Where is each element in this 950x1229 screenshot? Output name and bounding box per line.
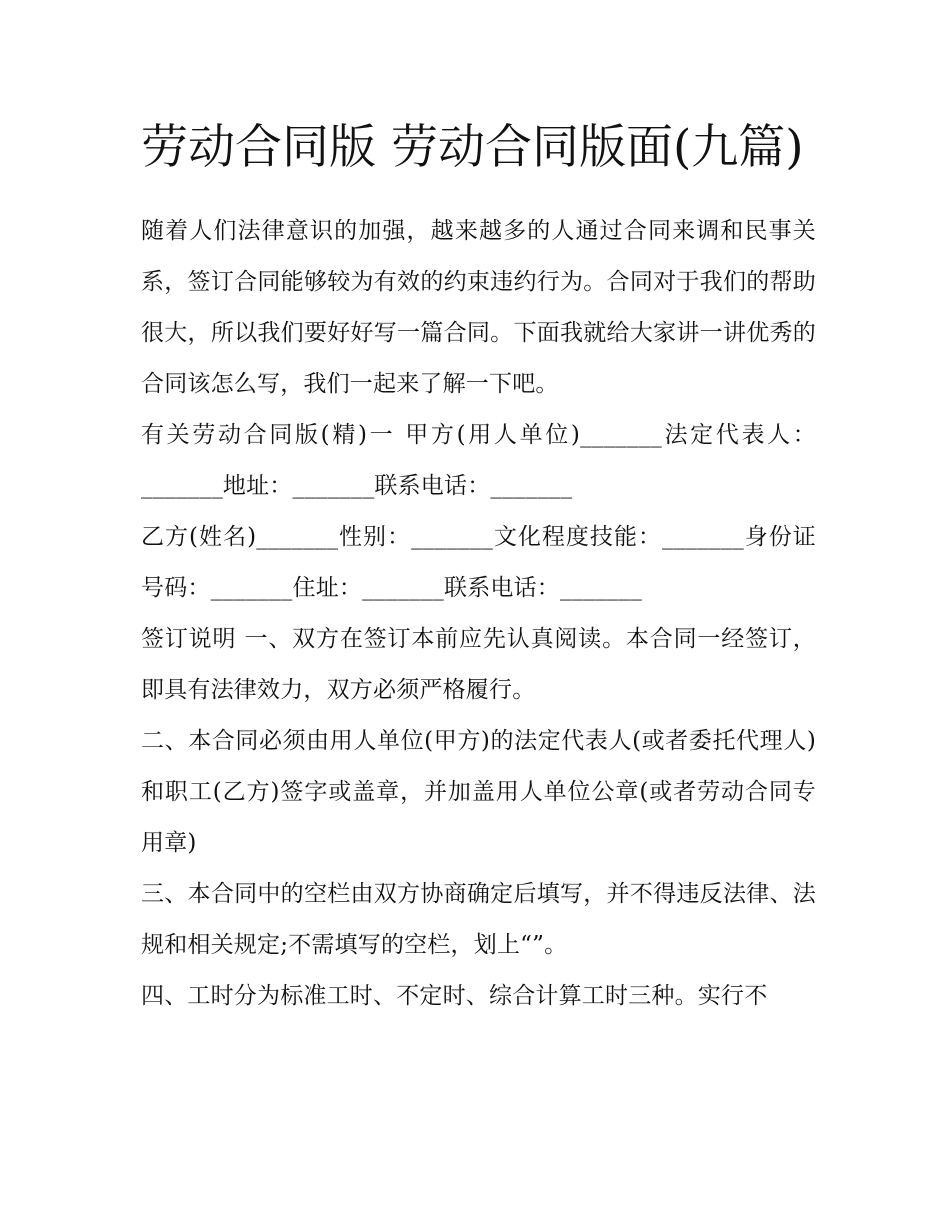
intro-paragraph: 随着人们法律意识的加强，越来越多的人通过合同来调和民事关系，签订合同能够较为有效的约束违约行为。合同对于我们的帮助很大，所以我们要好好写一篇合同。下面我就给大家讲一讲优秀的合同该怎么写，我们一起来了解一下吧。 [141, 218, 816, 397]
clause-3-paragraph: 三、本合同中的空栏由双方协商确定后填写，并不得违反法律、法规和相关规定;不需填写的空栏，划上“”。 [141, 881, 816, 958]
party-a-paragraph: 有关劳动合同版(精)一 甲方(用人单位)_______法定代表人：_______地址：_______联系电话：_______ [141, 422, 816, 499]
document-page [141, 108, 816, 1022]
clause-4-paragraph: 四、工时分为标准工时、不定时、综合计算工时三种。实行不 [141, 983, 768, 1009]
document-title: 劳动合同版 劳动合同版面(九篇) [141, 120, 804, 175]
party-b-paragraph: 乙方(姓名)_______性别：_______文化程度技能：_______身份证号码：_______住址：_______联系电话：_______ [141, 524, 816, 601]
clause-2-paragraph: 二、本合同必须由用人单位(甲方)的法定代表人(或者委托代理人)和职工(乙方)签字或盖章，并加盖用人单位公章(或者劳动合同专用章) [141, 728, 816, 856]
signing-note-paragraph: 签订说明 一、双方在签订本前应先认真阅读。本合同一经签订，即具有法律效力，双方必须严格履行。 [141, 626, 816, 703]
